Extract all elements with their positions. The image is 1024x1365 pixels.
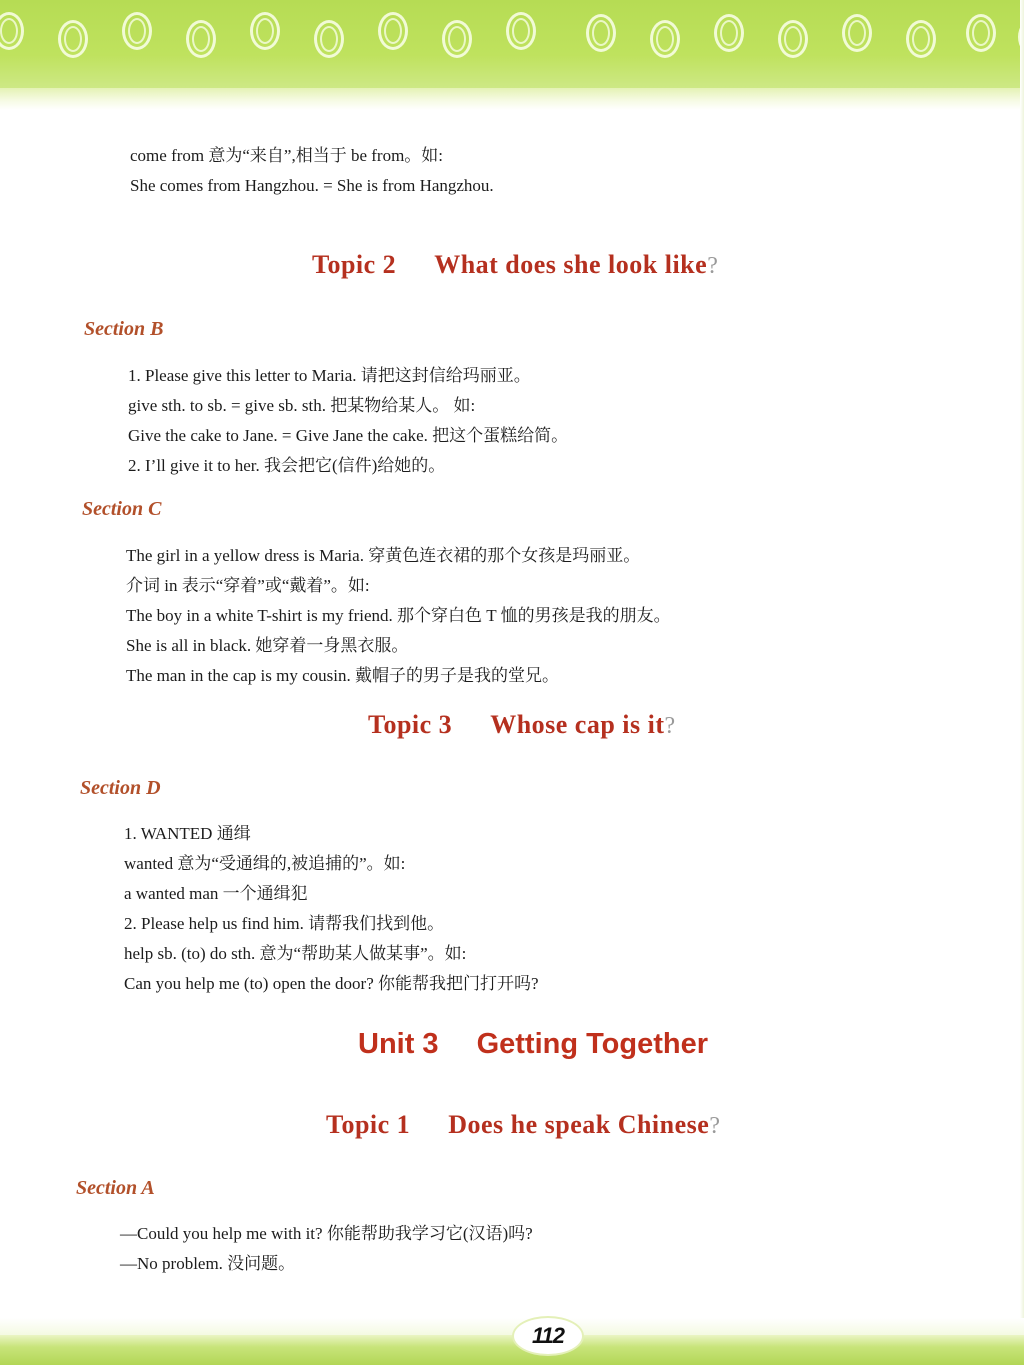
footer-decorative-band <box>0 1335 1024 1365</box>
ring-decoration-icon <box>314 20 344 58</box>
question-mark: ? <box>709 1113 721 1139</box>
ring-decoration-icon <box>506 12 536 50</box>
section-c-line: She is all in black. 她穿着一身黑衣服。 <box>126 636 409 655</box>
question-mark: ? <box>707 253 719 279</box>
intro-line: She comes from Hangzhou. = She is from Hangzhou. <box>130 176 494 195</box>
unit-label: Unit 3 <box>358 1028 439 1060</box>
section-d-line: a wanted man 一个通缉犯 <box>124 884 308 903</box>
section-b-heading: Section B <box>84 318 164 340</box>
section-d-heading: Section D <box>80 777 161 799</box>
ring-decoration-icon <box>966 14 996 52</box>
ring-decoration-icon <box>906 20 936 58</box>
topic-1-heading <box>326 1110 720 1140</box>
intro-line: come from 意为“来自”,相当于 be from。如: <box>130 146 444 165</box>
section-b-line: 1. Please give this letter to Maria. 请把这封信给玛丽亚。 <box>128 366 531 385</box>
topic-label: Topic 3 <box>368 710 453 739</box>
section-b-line: Give the cake to Jane. = Give Jane the cake. 把这个蛋糕给简。 <box>128 426 569 445</box>
ring-decoration-icon <box>442 20 472 58</box>
topic-label: Topic 2 <box>312 250 397 279</box>
topic-title: Does he speak Chinese <box>448 1110 710 1139</box>
ring-decoration-icon <box>58 20 88 58</box>
section-d-line: help sb. (to) do sth. 意为“帮助某人做某事”。如: <box>124 944 467 963</box>
section-d-line: wanted 意为“受通缉的,被追捕的”。如: <box>124 854 406 873</box>
header-decorative-band <box>0 0 1024 92</box>
header-fade <box>0 88 1024 110</box>
ring-decoration-icon <box>122 12 152 50</box>
section-c-line: The man in the cap is my cousin. 戴帽子的男子是我的堂兄。 <box>126 666 559 685</box>
ring-decoration-icon <box>842 14 872 52</box>
unit-3-heading <box>358 1028 708 1061</box>
page-number-badge <box>514 1318 582 1354</box>
unit-title: Getting Together <box>476 1028 709 1060</box>
section-c-line: The boy in a white T-shirt is my friend. 那个穿白色 T 恤的男孩是我的朋友。 <box>126 606 671 625</box>
section-c-line: The girl in a yellow dress is Maria. 穿黄色连衣裙的那个女孩是玛丽亚。 <box>126 546 641 565</box>
section-c-line: 介词 in 表示“穿着”或“戴着”。如: <box>126 576 370 595</box>
section-d-line: 1. WANTED 通缉 <box>124 824 251 843</box>
topic-label: Topic 1 <box>326 1110 411 1139</box>
ring-decoration-icon <box>714 14 744 52</box>
section-d-line: 2. Please help us find him. 请帮我们找到他。 <box>124 914 445 933</box>
section-c-heading: Section C <box>82 498 162 520</box>
section-a-line: —Could you help me with it? 你能帮助我学习它(汉语)吗? <box>120 1224 533 1243</box>
ring-decoration-icon <box>378 12 408 50</box>
section-d-line: Can you help me (to) open the door? 你能帮我把门打开吗? <box>124 974 539 993</box>
section-a-heading: Section A <box>76 1177 155 1199</box>
section-b-line: 2. I’ll give it to her. 我会把它(信件)给她的。 <box>128 456 446 475</box>
topic-2-heading <box>312 250 718 280</box>
page-edge <box>1020 0 1024 1365</box>
ring-decoration-icon <box>186 20 216 58</box>
ring-decoration-icon <box>250 12 280 50</box>
page-number: 112 <box>531 1323 565 1348</box>
ring-decoration-icon <box>586 14 616 52</box>
question-mark: ? <box>664 713 676 739</box>
topic-3-heading <box>368 710 676 740</box>
section-b-line: give sth. to sb. = give sb. sth. 把某物给某人。 如: <box>128 396 476 415</box>
ring-decoration-icon <box>0 12 24 50</box>
ring-decoration-icon <box>778 20 808 58</box>
ring-decoration-icon <box>650 20 680 58</box>
section-a-line: —No problem. 没问题。 <box>120 1254 296 1273</box>
topic-title: Whose cap is it <box>490 710 665 739</box>
topic-title: What does she look like <box>434 250 708 279</box>
